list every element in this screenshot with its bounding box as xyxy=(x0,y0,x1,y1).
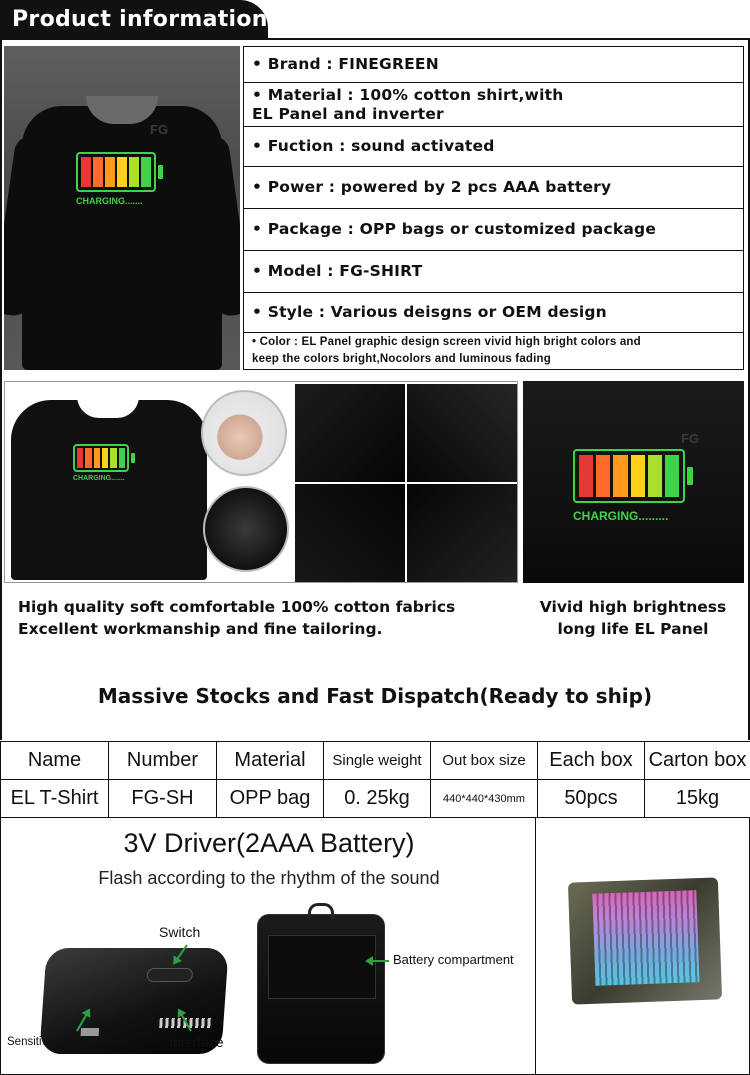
frame-left-border xyxy=(0,40,2,740)
table-cell-carton: 15kg xyxy=(645,780,750,818)
battery-compartment-label: Battery compartment xyxy=(393,952,514,967)
table-cell-each-box: 50pcs xyxy=(538,780,645,818)
driver-subtitle: Flash according to the rhythm of the sound xyxy=(98,868,440,888)
battery-cell-large-1 xyxy=(579,455,593,497)
section-header xyxy=(0,0,750,40)
battery-cell-small-3 xyxy=(94,448,100,468)
fabric-detail-2 xyxy=(407,384,517,482)
battery-cell-1 xyxy=(81,157,91,187)
battery-cell-6 xyxy=(141,157,151,187)
spec-text-material: • Material : 100% cotton shirt,with EL Panel and inverter xyxy=(252,85,564,123)
battery-box-hanger xyxy=(308,903,334,919)
interface-label: Interface xyxy=(169,1034,224,1050)
spec-text-model: • Model : FG-SHIRT xyxy=(252,262,423,280)
product-photo-model xyxy=(4,46,240,370)
battery-cell-large-5 xyxy=(648,455,662,497)
section-title: Product information xyxy=(0,0,268,40)
stock-headline: Massive Stocks and Fast Dispatch(Ready to ship) xyxy=(97,684,653,708)
table-header-cell: Material xyxy=(217,742,324,780)
product-data-table xyxy=(0,741,750,818)
product-detail-collage xyxy=(4,381,518,583)
battery-cell-4 xyxy=(117,157,127,187)
table-header-cell: Each box xyxy=(538,742,645,780)
spec-table xyxy=(243,46,744,370)
spec-row-function xyxy=(244,127,743,167)
spec-row-style xyxy=(244,293,743,333)
spec-text-function: • Fuction : sound activated xyxy=(252,137,495,155)
spec-row-package xyxy=(244,209,743,251)
battery-compartment-arrow-icon xyxy=(367,960,389,962)
battery-slot xyxy=(268,935,376,999)
battery-cell-small-2 xyxy=(85,448,91,468)
battery-cell-small-1 xyxy=(77,448,83,468)
table-cell-number: FG-SH xyxy=(109,780,217,818)
battery-label-large: CHARGING......... xyxy=(573,509,669,523)
table-cell-box-size: 440*440*430mm xyxy=(431,780,538,818)
battery-shell-small xyxy=(73,444,129,472)
battery-cap-large xyxy=(687,467,693,485)
battery-shell xyxy=(76,152,156,192)
spec-text-package: • Package : OPP bags or customized package xyxy=(252,220,657,238)
battery-label-small: CHARGING....... xyxy=(73,475,125,482)
spec-text-power: • Power : powered by 2 pcs AAA battery xyxy=(252,178,612,196)
package-section xyxy=(536,818,750,1075)
baby-photo-bubble xyxy=(201,390,287,476)
battery-cell-large-2 xyxy=(596,455,610,497)
battery-cell-large-4 xyxy=(631,455,645,497)
spec-row-brand xyxy=(244,47,743,83)
table-header-cell: Carton box xyxy=(645,742,750,780)
driver-section xyxy=(0,818,536,1075)
battery-shell-large xyxy=(573,449,685,503)
spec-row-power xyxy=(244,167,743,209)
spec-text-brand: • Brand : FINEGREEN xyxy=(252,55,439,73)
battery-cell-large-3 xyxy=(613,455,627,497)
table-cell-weight: 0. 25kg xyxy=(324,780,431,818)
spec-row-model xyxy=(244,251,743,293)
battery-cell-small-4 xyxy=(102,448,108,468)
panel-caption: Vivid high brightness long life EL Panel xyxy=(539,598,727,638)
battery-cell-2 xyxy=(93,157,103,187)
table-header-cell: Single weight xyxy=(324,742,431,780)
battery-cell-small-6 xyxy=(119,448,125,468)
opp-bag-package-photo xyxy=(568,877,722,1004)
fabric-detail-4 xyxy=(407,484,517,582)
fabric-caption: High quality soft comfortable 100% cotton fabrics Excellent workmanship and fine tailoring. xyxy=(18,598,456,638)
fg-logo: FG xyxy=(150,122,169,137)
table-cell-material: OPP bag xyxy=(217,780,324,818)
table-header-cell: Out box size xyxy=(431,742,538,780)
table-cell-name: EL T-Shirt xyxy=(1,780,109,818)
driver-title: 3V Driver(2AAA Battery) xyxy=(123,828,415,858)
table-row xyxy=(1,780,750,818)
battery-cap xyxy=(158,165,163,179)
battery-box-photo xyxy=(257,914,385,1064)
switch-label: Switch xyxy=(159,924,201,940)
battery-cap-small xyxy=(131,453,135,463)
battery-cell-3 xyxy=(105,157,115,187)
fabric-detail-1 xyxy=(295,384,405,482)
equalizer-panel-graphic xyxy=(592,890,699,986)
el-panel-closeup-photo xyxy=(523,381,744,583)
sensitivity-port xyxy=(81,1028,100,1036)
fg-logo-closeup: FG xyxy=(681,431,700,446)
table-header-cell: Number xyxy=(109,742,217,780)
battery-cell-small-5 xyxy=(110,448,116,468)
spec-row-material xyxy=(244,83,743,127)
table-header-cell: Name xyxy=(1,742,109,780)
battery-cell-large-6 xyxy=(665,455,679,497)
spec-text-color: • Color : EL Panel graphic design screen vivid high bright colors and keep the colors bright,Nocolors and luminous fading xyxy=(252,336,641,365)
flat-shirt-photo xyxy=(11,400,207,580)
fabric-fiber-bubble xyxy=(203,486,289,572)
table-header-row xyxy=(1,742,750,780)
battery-label: CHARGING....... xyxy=(76,196,143,206)
battery-cell-5 xyxy=(129,157,139,187)
spec-text-style: • Style : Various deisgns or OEM design xyxy=(252,303,607,321)
fabric-detail-3 xyxy=(295,484,405,582)
spec-row-color xyxy=(244,333,743,369)
sensitivity-label: Sensitivity regulation xyxy=(7,1036,113,1048)
switch-knob xyxy=(146,968,193,982)
shirt-body xyxy=(22,106,222,370)
